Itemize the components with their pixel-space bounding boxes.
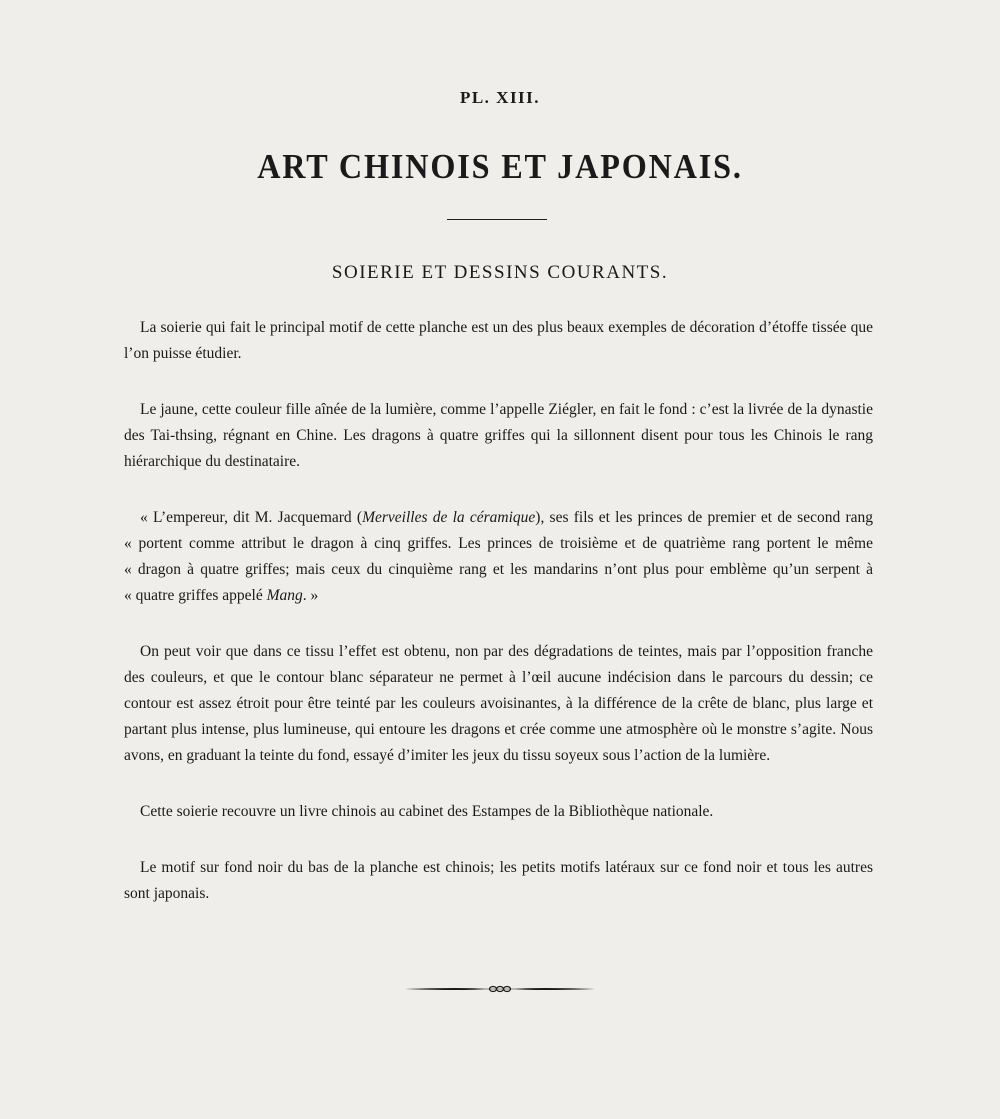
paragraph-3-quote <box>124 505 873 609</box>
body-text <box>124 315 873 937</box>
paragraph-1: La soierie qui fait le principal motif de cette planche est un des plus beaux exemples de décoration d’étoffe tissée que l’on puisse étudier. <box>124 319 873 362</box>
quote-line-4-start: « quatre griffes appelé <box>124 587 267 604</box>
section-subtitle: SOIERIE ET DESSINS COURANTS. <box>331 262 669 283</box>
quote-line-1-start: « L’empereur, dit M. Jacquemard ( <box>140 509 363 526</box>
quote-line-4 <box>124 583 873 609</box>
quote-line-2: « portent comme attribut le dragon à cinq griffes. Les princes de troisième et de quatrième rang portent le même <box>124 535 873 552</box>
quote-term-mang: Mang <box>266 587 303 604</box>
quote-line-1-end: ), ses fils et les princes de premier et de second rang <box>535 509 873 526</box>
title-divider <box>447 219 547 220</box>
paragraph-5: Cette soierie recouvre un livre chinois au cabinet des Estampes de la Bibliothèque nationale. <box>140 803 714 820</box>
paragraph-6: Le motif sur fond noir du bas de la planche est chinois; les petits motifs latéraux sur ce fond noir et tous les autres sont japonais. <box>124 859 873 902</box>
plate-number: PL. XIII. <box>459 88 541 107</box>
page-title: ART CHINOIS ET JAPONAIS. <box>257 147 743 186</box>
quote-line-1 <box>140 505 873 531</box>
tailpiece-ornament <box>405 982 595 996</box>
quote-line-3: « dragon à quatre griffes; mais ceux du cinquième rang et les mandarins n’ont plus pour emblème qu’un serpent à <box>124 561 873 578</box>
quote-citation-title: Merveilles de la céramique <box>362 509 536 526</box>
quote-line-4-end: . » <box>302 587 319 604</box>
paragraph-4: On peut voir que dans ce tissu l’effet est obtenu, non par des dégradations de teintes, mais par l’opposition franche des couleurs, et que le contour blanc séparateur ne permet à l’œil aucune indécision dans le parcours du dessin; ce contour est assez étroit pour être teinté par les couleurs avoisinantes, à la différence de la crête de blanc, plus large et partant plus intense, plus lumineuse, qui entoure les dragons et crée comme une atmosphère où le monstre s’agite. Nous avons, en graduant la teinte du fond, essayé d’imiter les jeux du tissu soyeux sous l’action de la lumière. <box>124 643 873 764</box>
paragraph-2: Le jaune, cette couleur fille aînée de la lumière, comme l’appelle Ziégler, en fait le fond : c’est la livrée de la dynastie des Tai-thsing, régnant en Chine. Les dragons à quatre griffes qui la sillonnent disent pour tous les Chinois le rang hiérarchique du destinataire. <box>124 401 873 470</box>
